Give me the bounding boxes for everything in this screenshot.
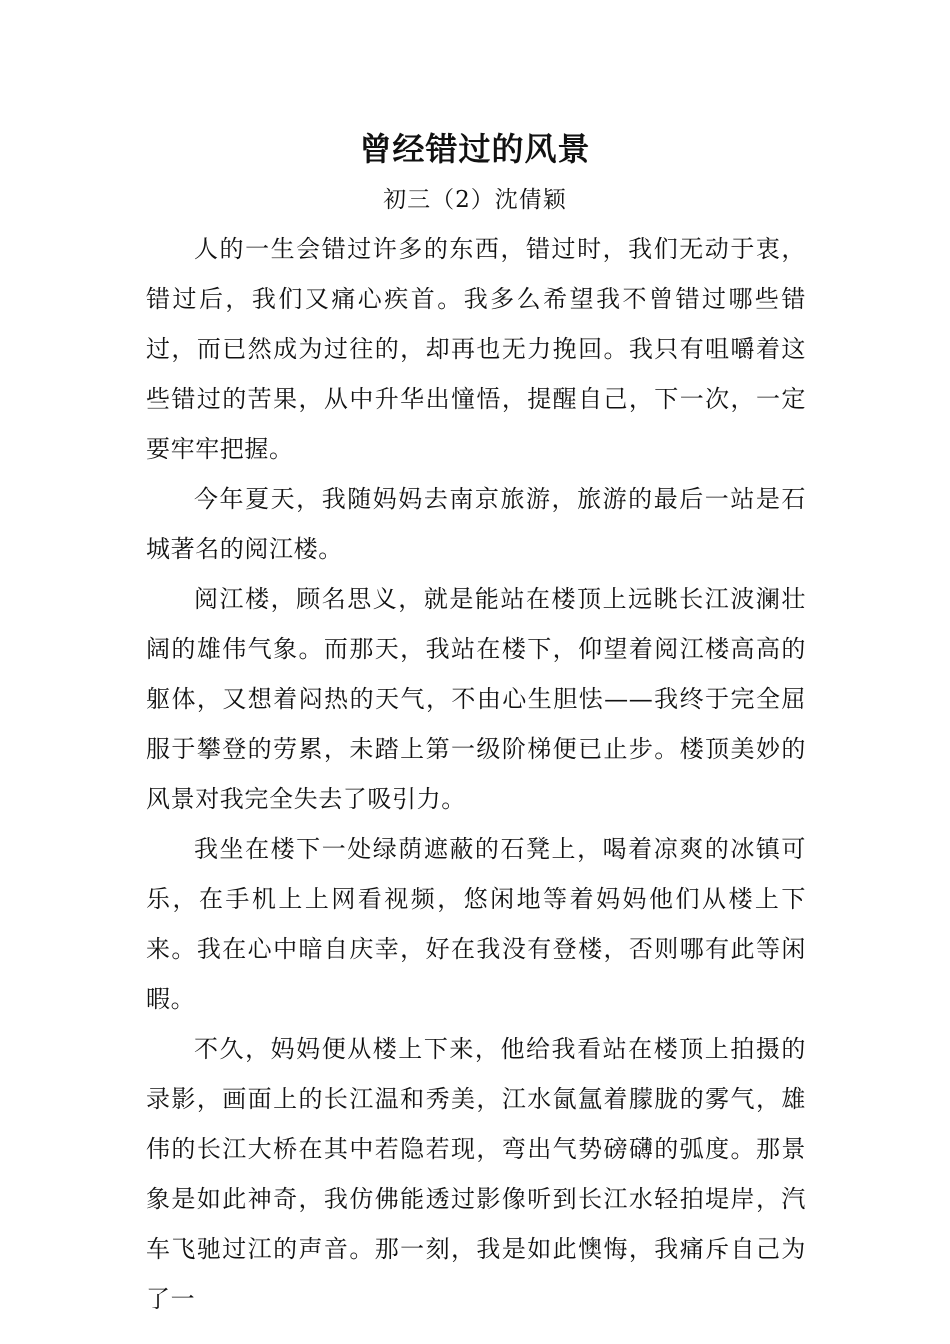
- page-title: 曾经错过的风景: [359, 130, 591, 168]
- paragraph-5: 不久，妈妈便从楼上下来，他给我看站在楼顶上拍摄的录影，画面上的长江温和秀美，江水氤氲着朦胧的雾气，雄伟的长江大桥在其中若隐若现，弯出气势磅礴的弧度。那景象是如此神奇，我仿佛能透过影像听到长江水轻拍堤岸，汽车飞驰过江的声音。那一刻，我是如此懊悔，我痛斥自己为了一: [146, 1035, 806, 1313]
- paragraph-2: 今年夏天，我随妈妈去南京旅游，旅游的最后一站是石城著名的阅江楼。: [146, 485, 806, 563]
- paragraph-4: 我坐在楼下一处绿荫遮蔽的石凳上，喝着凉爽的冰镇可乐，在手机上上网看视频，悠闲地等着妈妈他们从楼上下来。我在心中暗自庆幸，好在我没有登楼，否则哪有此等闲暇。: [146, 835, 806, 1013]
- article-body: [146, 224, 806, 1324]
- author-byline: 初三（2）沈倩颖: [383, 187, 567, 213]
- paragraph-3: 阅江楼，顾名思义，就是能站在楼顶上远眺长江波澜壮阔的雄伟气象。而那天，我站在楼下，仰望着阅江楼高高的躯体，又想着闷热的天气，不由心生胆怯——我终于完全屈服于攀登的劳累，未踏上第一级阶梯便已止步。楼顶美妙的风景对我完全失去了吸引力。: [146, 585, 806, 813]
- paragraph-1: 人的一生会错过许多的东西，错过时，我们无动于衷，错过后，我们又痛心疾首。我多么希望我不曾错过哪些错过，而已然成为过往的，却再也无力挽回。我只有咀嚼着这些错过的苦果，从中升华出憧悟，提醒自己，下一次，一定要牢牢把握。: [146, 235, 806, 463]
